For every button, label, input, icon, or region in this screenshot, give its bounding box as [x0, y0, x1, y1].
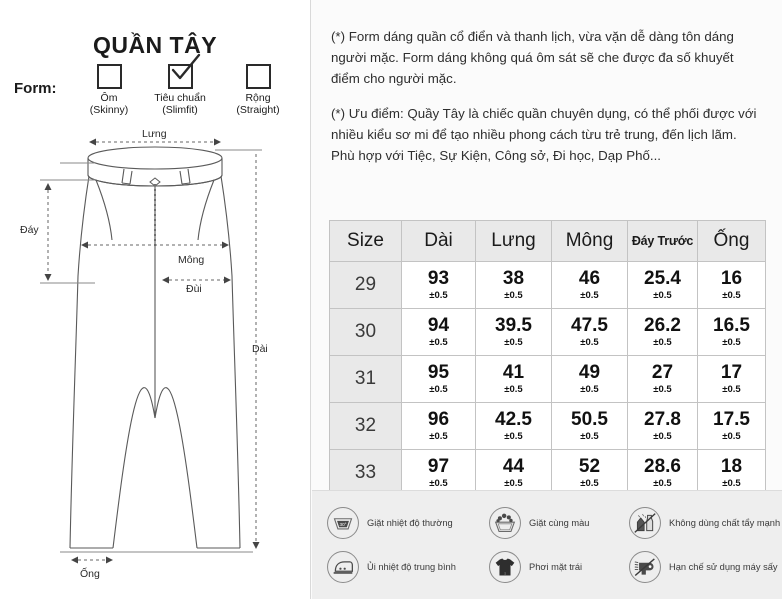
table-row [330, 403, 766, 450]
form-option-straight[interactable] [215, 62, 301, 116]
measurement-tolerance: ±0.5 [429, 337, 448, 349]
form-selector [0, 62, 310, 118]
size-table-body [330, 262, 766, 497]
measurement-tolerance: ±0.5 [722, 478, 741, 490]
cell-size: 32 [330, 403, 402, 450]
dim-label-thigh: Đùi [186, 283, 202, 295]
measurement-tolerance: ±0.5 [580, 478, 599, 490]
cell-measurement [552, 262, 628, 309]
size-table-wrap [329, 220, 765, 497]
measurement-value: 41 [502, 362, 525, 384]
care-text-2: Không dùng chất tẩy mạnh [669, 517, 781, 528]
measurement-value: 96 [427, 409, 450, 431]
form-option-en-slimfit: (Slimfit) [162, 103, 198, 116]
wash-basin-icon [326, 506, 360, 540]
svg-text:↕: ↕ [504, 571, 506, 576]
measurement-tolerance: ±0.5 [504, 384, 523, 396]
form-option-label-straight: Rộng [245, 92, 271, 104]
cell-measurement [698, 309, 766, 356]
care-text-0: Giặt nhiệt độ thường [367, 517, 453, 528]
cell-measurement [476, 262, 552, 309]
pants-diagram [0, 128, 310, 598]
checkbox-skinny[interactable] [97, 64, 122, 89]
cell-measurement [402, 403, 476, 450]
care-text-4: Phơi mặt trái [529, 561, 583, 572]
svg-text:30°: 30° [339, 521, 347, 527]
measurement-value: 39.5 [495, 315, 532, 337]
measurement-value: 95 [427, 362, 450, 384]
form-option-en-skinny: (Skinny) [89, 103, 129, 116]
form-label: Form: [14, 80, 57, 97]
left-panel [0, 0, 310, 599]
measurement-value: 27.8 [644, 409, 681, 431]
measurement-value: 25.4 [644, 268, 681, 290]
care-item-inside-out [488, 550, 628, 584]
cell-size: 33 [330, 450, 402, 497]
measurement-value: 93 [427, 268, 450, 290]
col-header-ong: Ống [698, 221, 766, 262]
measurement-value: 46 [578, 268, 601, 290]
dim-label-length: Dài [252, 343, 268, 355]
description-paragraph-1: (*) Form dáng quần cổ điển và thanh lịch, vừa vặn dễ dàng tôn dáng người mặc. Form dáng không quá ôm sát sẽ che được đa số khuyết điểm cho người mặc. [331, 29, 734, 86]
measurement-tolerance: ±0.5 [504, 290, 523, 302]
measurement-value: 47.5 [571, 315, 608, 337]
checkmark-icon [169, 53, 203, 87]
cell-measurement [628, 262, 698, 309]
measurement-value: 97 [427, 456, 450, 478]
measurement-tolerance: ±0.5 [722, 431, 741, 443]
measurement-value: 16.5 [713, 315, 750, 337]
measurement-tolerance: ±0.5 [429, 384, 448, 396]
care-grid [326, 501, 781, 589]
measurement-value: 42.5 [495, 409, 532, 431]
measurement-value: 49 [578, 362, 601, 384]
limit-tumble-dry-icon [628, 550, 662, 584]
dim-label-leg-opening: Ống [80, 568, 100, 580]
table-row [330, 309, 766, 356]
measurement-value: 16 [720, 268, 743, 290]
form-option-label-slimfit: Tiêu chuẩn [154, 92, 206, 104]
care-instructions [312, 490, 782, 599]
cell-measurement [402, 309, 476, 356]
dim-label-hip: Mông [178, 254, 205, 266]
description-paragraph-2: (*) Ưu điểm: Quầy Tây là chiếc quần chuyên dụng, có thể phối được với nhiều kiểu sơ mi để tạo nhiều phong cách từu trẻ trung, đến lịch lãm. Phù hợp với Tiệc, Sự Kiện, Công sở, Đi học, Dạp Phố... [331, 106, 757, 163]
measurement-value: 17 [720, 362, 743, 384]
col-header-day-truoc: Đáy Trước [628, 221, 698, 262]
table-row [330, 262, 766, 309]
measurement-tolerance: ±0.5 [653, 431, 672, 443]
care-text-1: Giặt cùng màu [529, 517, 590, 528]
measurement-tolerance: ±0.5 [580, 384, 599, 396]
measurement-value: 27 [651, 362, 674, 384]
cell-measurement [628, 356, 698, 403]
measurement-tolerance: ±0.5 [653, 337, 672, 349]
care-item-limit-dryer [628, 550, 782, 584]
table-row [330, 356, 766, 403]
care-text-3: Ủi nhiệt độ trung bình [367, 561, 456, 572]
measurement-value: 50.5 [571, 409, 608, 431]
cell-measurement [476, 356, 552, 403]
no-bleach-icon [628, 506, 662, 540]
measurement-tolerance: ±0.5 [429, 478, 448, 490]
cell-measurement [476, 309, 552, 356]
measurement-value: 17.5 [713, 409, 750, 431]
col-header-lung: Lưng [476, 221, 552, 262]
dim-label-rise: Đáy [20, 224, 39, 236]
page-title: QUẦN TÂY [92, 32, 218, 58]
cell-measurement [628, 403, 698, 450]
measurement-tolerance: ±0.5 [580, 337, 599, 349]
measurement-tolerance: ±0.5 [504, 337, 523, 349]
cell-measurement [552, 403, 628, 450]
measurement-tolerance: ±0.5 [580, 431, 599, 443]
cell-measurement [698, 403, 766, 450]
description-block [331, 26, 763, 180]
measurement-tolerance: ±0.5 [653, 478, 672, 490]
measurement-tolerance: ±0.5 [653, 290, 672, 302]
dry-inside-out-icon [488, 550, 522, 584]
cell-size: 29 [330, 262, 402, 309]
care-item-wash-basin [326, 506, 488, 540]
measurement-tolerance: ±0.5 [504, 478, 523, 490]
cell-measurement [476, 403, 552, 450]
dim-label-waist: Lưng [142, 128, 167, 140]
size-table [329, 220, 766, 497]
form-option-en-straight: (Straight) [236, 103, 280, 116]
cell-size: 31 [330, 356, 402, 403]
care-item-iron [326, 550, 488, 584]
cell-measurement [402, 262, 476, 309]
col-header-dai: Dài [402, 221, 476, 262]
measurement-tolerance: ±0.5 [429, 431, 448, 443]
measurement-tolerance: ±0.5 [429, 290, 448, 302]
form-option-slimfit[interactable] [137, 62, 223, 116]
measurement-tolerance: ±0.5 [504, 431, 523, 443]
measurement-value: 28.6 [644, 456, 681, 478]
cell-measurement [402, 356, 476, 403]
cell-measurement [552, 309, 628, 356]
cell-measurement [628, 309, 698, 356]
cell-measurement [698, 356, 766, 403]
measurement-value: 52 [578, 456, 601, 478]
cell-measurement [698, 262, 766, 309]
pants-illustration [0, 128, 310, 598]
col-header-size: Size [330, 221, 402, 262]
cell-measurement [552, 356, 628, 403]
measurement-value: 38 [502, 268, 525, 290]
measurement-tolerance: ±0.5 [722, 384, 741, 396]
col-header-mong: Mông [552, 221, 628, 262]
measurement-value: 44 [502, 456, 525, 478]
measurement-value: 94 [427, 315, 450, 337]
right-panel [310, 0, 782, 599]
care-item-like-colors [488, 506, 628, 540]
care-item-no-bleach [628, 506, 782, 540]
measurement-value: 26.2 [644, 315, 681, 337]
measurement-tolerance: ±0.5 [722, 290, 741, 302]
checkbox-slimfit[interactable] [168, 64, 193, 89]
iron-medium-icon [326, 550, 360, 584]
cell-size: 30 [330, 309, 402, 356]
care-text-5: Hạn chế sử dụng máy sấy [669, 561, 778, 572]
measurement-tolerance: ±0.5 [722, 337, 741, 349]
measurement-tolerance: ±0.5 [653, 384, 672, 396]
measurement-tolerance: ±0.5 [580, 290, 599, 302]
checkbox-straight[interactable] [246, 64, 271, 89]
measurement-value: 18 [720, 456, 743, 478]
wash-like-colors-icon [488, 506, 522, 540]
table-header-row [330, 221, 766, 262]
form-option-label-skinny: Ôm [100, 92, 118, 104]
